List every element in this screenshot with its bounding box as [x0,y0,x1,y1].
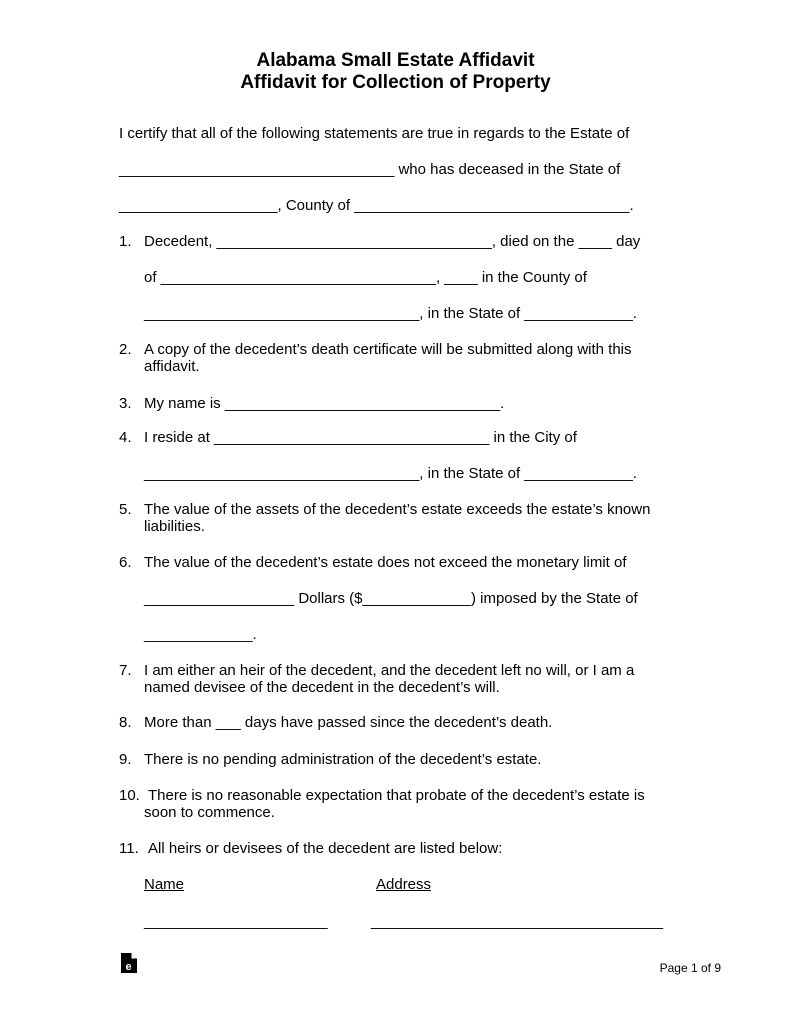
svg-text:e: e [125,961,132,973]
item-5-line-2: liabilities. [144,518,205,535]
item-number-1: 1. [119,233,132,250]
item-10-line-2: soon to commence. [144,804,275,821]
item-6-line-2: __________________ Dollars ($_____________) imposed by the State of [144,590,638,607]
item-3-line-1: My name is _________________________________. [144,395,505,412]
item-6-line-3: _____________. [144,626,257,643]
item-10-line-1: There is no reasonable expectation that probate of the decedent’s estate is [148,787,645,804]
intro-line-2: _________________________________ who has deceased in the State of [119,161,621,178]
eforms-logo-icon [120,952,138,974]
item-1-line-2: of _________________________________, ____ in the County of [144,269,587,286]
item-1-line-3: _________________________________, in the State of _____________. [144,305,637,322]
item-8-line-1: More than ___ days have passed since the decedent’s death. [144,714,553,731]
item-number-7: 7. [119,662,132,679]
document-subtitle: Affidavit for Collection of Property [240,72,551,93]
item-7-line-2: named devisee of the decedent in the decedent’s will. [144,679,500,696]
item-5-line-1: The value of the assets of the decedent’s estate exceeds the estate’s known [144,501,651,518]
item-11-line-1: All heirs or devisees of the decedent are listed below: [148,840,503,857]
item-number-3: 3. [119,395,132,412]
item-number-11: 11. [119,840,139,857]
heirs-address-header: Address [376,876,432,893]
item-number-9: 9. [119,751,132,768]
item-4-line-2: _________________________________, in the State of _____________. [144,465,637,482]
item-2-line-2: affidavit. [144,358,200,375]
page-number: Page 1 of 9 [659,961,721,975]
document-title: Alabama Small Estate Affidavit [256,50,535,71]
item-1-line-1: Decedent, _________________________________, died on the ____ day [144,233,641,250]
item-7-line-1: I am either an heir of the decedent, and the decedent left no will, or I am a [144,662,635,679]
item-number-6: 6. [119,554,132,571]
item-number-2: 2. [119,341,132,358]
item-number-4: 4. [119,429,132,446]
heir-name-blank: ______________________ [144,913,328,930]
item-2-line-1: A copy of the decedent’s death certificate will be submitted along with this [144,341,632,358]
item-9-line-1: There is no pending administration of the decedent’s estate. [144,751,542,768]
heir-address-blank: ___________________________________ [371,913,663,930]
item-6-line-1: The value of the decedent’s estate does not exceed the monetary limit of [144,554,627,571]
intro-line-1: I certify that all of the following statements are true in regards to the Estate of [119,125,630,142]
intro-line-3: ___________________, County of _________________________________. [119,197,634,214]
item-number-5: 5. [119,501,132,518]
item-4-line-1: I reside at _________________________________ in the City of [144,429,577,446]
item-number-10: 10. [119,787,140,804]
item-number-8: 8. [119,714,132,731]
heirs-name-header: Name [144,876,185,893]
